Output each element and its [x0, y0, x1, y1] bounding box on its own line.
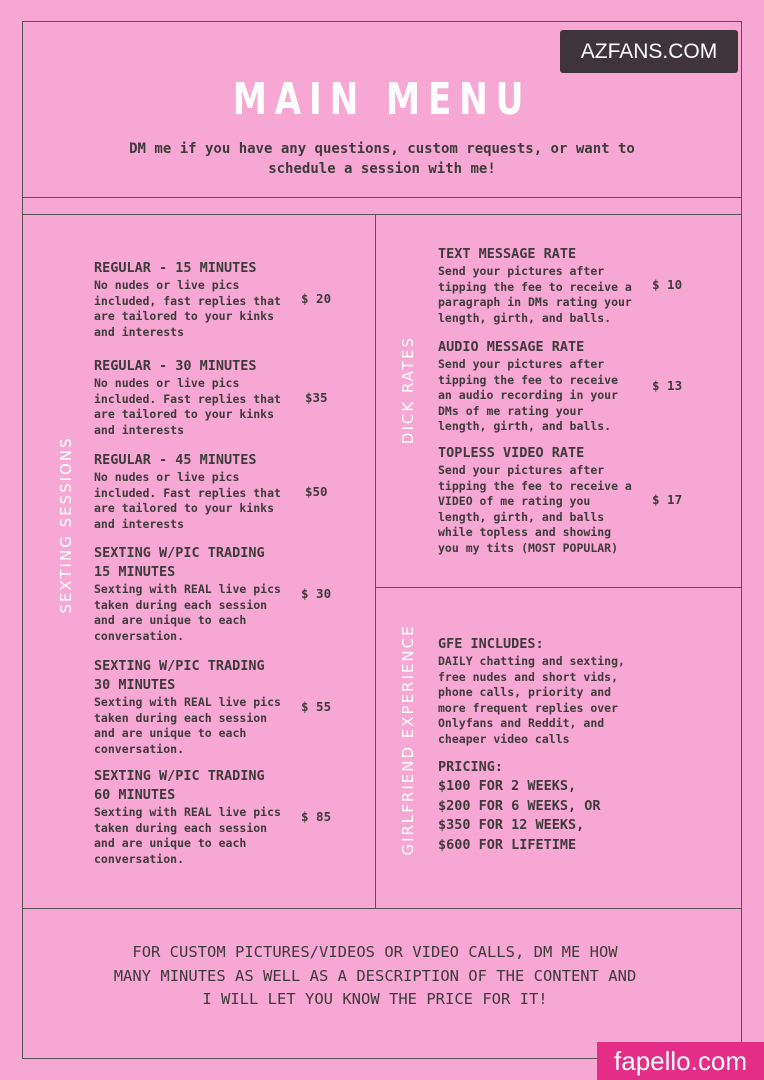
pricing-line: $100 FOR 2 WEEKS,	[438, 778, 577, 794]
footer-note: FOR CUSTOM PICTURES/VIDEOS OR VIDEO CALLS, DM ME HOW MANY MINUTES AS WELL AS A DESCRIPTION OF THE CONTENT AND I WILL LET YOU KNOW THE PRICE FOR IT!	[113, 943, 637, 1008]
item-description: Send your pictures after tipping the fee to receive a paragraph in DMs rating your length, girth, and balls.	[438, 264, 632, 325]
girlfriend-experience-label: GIRLFRIEND EXPERIENCE	[399, 624, 417, 856]
item-price: $35	[305, 390, 328, 405]
pricing-line: $350 FOR 12 WEEKS,	[438, 817, 585, 833]
rate-item	[438, 338, 634, 435]
header-divider-2	[22, 214, 742, 215]
intro-text: DM me if you have any questions, custom requests, or want to schedule a session with me!	[129, 141, 635, 177]
rate-item	[438, 245, 634, 326]
item-description: No nudes or live pics included, fast replies that are tailored to your kinks and interests	[94, 278, 281, 339]
sexting-item	[94, 357, 289, 438]
item-price: $ 20	[301, 291, 332, 306]
sexting-item	[94, 544, 289, 644]
gfe-section	[438, 635, 628, 855]
sexting-sessions-label: SEXTING SESSIONS	[57, 436, 75, 614]
item-description: Sexting with REAL live pics taken during each session and are unique to each conversation.	[94, 805, 281, 866]
item-price: $ 85	[301, 809, 332, 824]
sexting-item	[94, 767, 289, 867]
page-title: MAIN MENU	[232, 74, 532, 125]
item-description: Sexting with REAL live pics taken during each session and are unique to each conversation.	[94, 582, 281, 643]
item-title: REGULAR - 15 MINUTES	[94, 260, 257, 276]
gfe-pricing-title: PRICING:	[438, 759, 504, 775]
right-section-divider	[375, 587, 742, 588]
sexting-item	[94, 657, 289, 757]
item-title: SEXTING W/PIC TRADING 15 MINUTES	[94, 545, 265, 580]
sexting-item	[94, 451, 289, 532]
item-price: $ 13	[652, 378, 683, 393]
item-price: $ 30	[301, 586, 332, 601]
item-title: TOPLESS VIDEO RATE	[438, 445, 585, 461]
item-title: TEXT MESSAGE RATE	[438, 246, 577, 262]
gfe-includes-description: DAILY chatting and sexting, free nudes and short vids, phone calls, priority and more frequent replies over Onlyfans and Reddit, and cheaper video calls	[438, 654, 625, 746]
item-description: Sexting with REAL live pics taken during each session and are unique to each conversation.	[94, 695, 281, 756]
footer-divider	[22, 908, 742, 909]
item-description: Send your pictures after tipping the fee to receive a VIDEO of me rating you length, girth, and balls while topless and showing you my tits (MOST POPULAR)	[438, 463, 632, 555]
pricing-line: $200 FOR 6 WEEKS, OR	[438, 797, 601, 814]
header-divider-1	[22, 197, 742, 198]
azfans-watermark: AZFANS.COM	[560, 30, 738, 73]
item-description: No nudes or live pics included. Fast replies that are tailored to your kinks and interests	[94, 376, 281, 437]
pricing-line: $600 FOR LIFETIME	[438, 836, 577, 853]
item-title: SEXTING W/PIC TRADING 30 MINUTES	[94, 658, 265, 693]
item-description: Send your pictures after tipping the fee to receive an audio recording in your DMs of me rating your length, girth, and balls.	[438, 357, 619, 433]
rate-item	[438, 444, 634, 556]
item-price: $ 17	[652, 492, 683, 507]
item-price: $ 10	[652, 277, 683, 292]
column-divider	[375, 214, 376, 909]
fapello-watermark: fapello.com	[597, 1042, 764, 1080]
item-title: REGULAR - 45 MINUTES	[94, 452, 257, 468]
item-title: AUDIO MESSAGE RATE	[438, 339, 585, 355]
item-title: SEXTING W/PIC TRADING 60 MINUTES	[94, 768, 265, 803]
gfe-includes-title: GFE INCLUDES:	[438, 636, 544, 652]
item-title: REGULAR - 30 MINUTES	[94, 358, 257, 374]
item-price: $50	[305, 484, 328, 499]
sexting-item	[94, 259, 289, 340]
dick-rates-label: DICK RATES	[399, 335, 417, 445]
item-description: No nudes or live pics included. Fast replies that are tailored to your kinks and interests	[94, 470, 281, 531]
item-price: $ 55	[301, 699, 332, 714]
